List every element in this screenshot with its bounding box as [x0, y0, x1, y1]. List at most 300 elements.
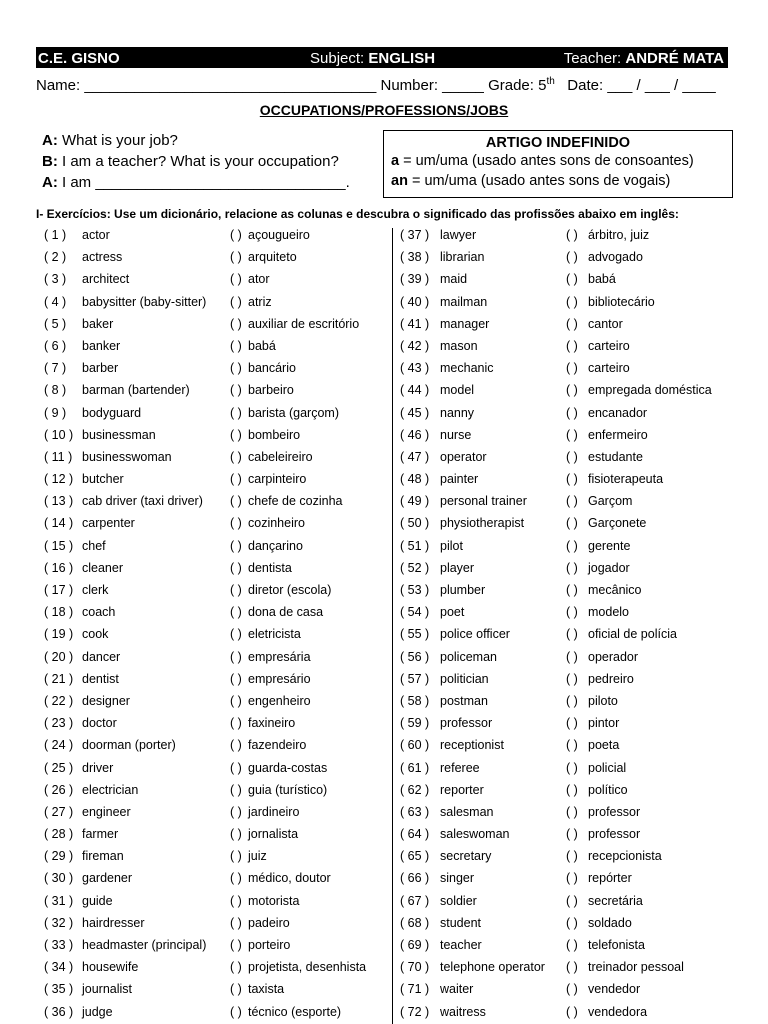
- list-item: [44, 757, 384, 779]
- dialog-box: [42, 130, 350, 193]
- item-number: ( 19 ): [44, 627, 74, 642]
- answer-blank[interactable]: ( ): [566, 605, 578, 620]
- item-meaning: cozinheiro: [248, 516, 305, 531]
- answer-blank[interactable]: ( ): [230, 361, 242, 376]
- list-item: [400, 224, 740, 246]
- item-number: ( 37 ): [400, 228, 430, 242]
- list-item: [44, 579, 384, 601]
- item-number: ( 40 ): [400, 294, 430, 309]
- list-item: [400, 956, 740, 978]
- item-word: cab driver (taxi driver): [82, 494, 203, 509]
- item-number: ( 70 ): [400, 960, 430, 975]
- item-word: actor: [82, 228, 110, 242]
- school-name: C.E. GISNO: [38, 50, 120, 67]
- item-meaning: bancário: [248, 361, 296, 376]
- item-meaning: pedreiro: [588, 671, 634, 686]
- item-meaning: jornalista: [248, 827, 299, 842]
- list-item: [44, 845, 384, 867]
- item-word: lawyer: [440, 228, 477, 242]
- item-word: gardener: [82, 871, 133, 886]
- item-number: ( 25 ): [44, 760, 74, 775]
- item-meaning: projetista, desenhista: [248, 960, 367, 975]
- number-field: Number: _____: [380, 77, 489, 94]
- item-meaning: padeiro: [248, 915, 290, 930]
- item-word: referee: [440, 760, 480, 775]
- list-item: [44, 823, 384, 845]
- answer-blank[interactable]: ( ): [566, 804, 578, 819]
- item-word: journalist: [82, 982, 133, 997]
- item-number: ( 59 ): [400, 716, 430, 731]
- page-title: OCCUPATIONS/PROFESSIONS/JOBS: [259, 102, 509, 118]
- header-bar: [36, 48, 728, 68]
- item-word: bodyguard: [82, 405, 142, 420]
- item-meaning: porteiro: [248, 938, 291, 952]
- answer-blank[interactable]: ( ): [566, 316, 578, 331]
- list-item: [44, 1001, 384, 1023]
- list-item: [44, 779, 384, 801]
- item-meaning: faxineiro: [248, 716, 296, 731]
- item-meaning: Garçonete: [588, 516, 647, 531]
- list-item: [44, 912, 384, 934]
- item-word: fireman: [82, 849, 124, 864]
- answer-blank[interactable]: ( ): [566, 338, 578, 353]
- list-item: [400, 512, 740, 534]
- item-word: nanny: [440, 405, 475, 420]
- teacher-value: ANDRÉ MATA: [625, 50, 724, 67]
- item-word: chef: [82, 538, 106, 553]
- answer-blank[interactable]: ( ): [566, 294, 578, 309]
- list-item: [44, 246, 384, 268]
- answer-blank[interactable]: ( ): [230, 627, 242, 642]
- list-item: [400, 867, 740, 889]
- item-number: ( 26 ): [44, 782, 74, 797]
- item-number: ( 4 ): [44, 294, 67, 309]
- item-number: ( 29 ): [44, 849, 74, 864]
- item-meaning: médico, doutor: [248, 871, 331, 886]
- item-number: ( 65 ): [400, 849, 430, 864]
- list-item: [44, 490, 384, 512]
- dialog-line-b: [42, 151, 350, 172]
- item-meaning: barista (garçom): [248, 405, 339, 420]
- item-meaning: motorista: [248, 893, 300, 908]
- list-item: [400, 934, 740, 956]
- answer-blank[interactable]: ( ): [566, 649, 578, 664]
- dialog-a2-label: A:: [42, 174, 58, 191]
- answer-blank[interactable]: ( ): [566, 716, 578, 731]
- answer-blank[interactable]: ( ): [566, 494, 578, 509]
- list-item: [400, 268, 740, 290]
- item-word: coach: [82, 605, 116, 620]
- item-number: ( 46 ): [400, 427, 430, 442]
- item-meaning: atriz: [248, 294, 272, 309]
- answer-blank[interactable]: ( ): [230, 760, 242, 775]
- item-meaning: advogado: [588, 250, 643, 265]
- item-meaning: cabeleireiro: [248, 449, 313, 464]
- list-item: [400, 313, 740, 335]
- answer-blank[interactable]: ( ): [566, 915, 578, 930]
- item-number: ( 72 ): [400, 1004, 430, 1019]
- item-word: nurse: [440, 427, 472, 442]
- answer-blank[interactable]: ( ): [230, 494, 242, 509]
- item-number: ( 20 ): [44, 649, 74, 664]
- list-item: [400, 379, 740, 401]
- answer-blank[interactable]: ( ): [230, 960, 242, 975]
- item-number: ( 44 ): [400, 383, 430, 398]
- answer-blank[interactable]: ( ): [230, 915, 242, 930]
- item-number: ( 57 ): [400, 671, 430, 686]
- item-number: ( 34 ): [44, 960, 74, 975]
- dialog-a2-text: I am ______________________________.: [57, 174, 350, 191]
- list-item: [44, 402, 384, 424]
- list-item: [400, 535, 740, 557]
- item-word: receptionist: [440, 738, 504, 753]
- item-meaning: carteiro: [588, 361, 630, 376]
- list-item: [44, 424, 384, 446]
- list-item: [400, 490, 740, 512]
- item-meaning: vendedora: [588, 1004, 648, 1019]
- answer-blank[interactable]: ( ): [566, 538, 578, 553]
- answer-blank[interactable]: ( ): [230, 893, 242, 908]
- item-word: cook: [82, 627, 109, 642]
- item-meaning: bombeiro: [248, 427, 301, 442]
- item-number: ( 23 ): [44, 716, 74, 731]
- answer-blank[interactable]: ( ): [566, 849, 578, 864]
- item-meaning: empresária: [248, 649, 311, 664]
- dialog-b-label: B:: [42, 153, 58, 170]
- list-item: [44, 668, 384, 690]
- item-meaning: repórter: [588, 871, 632, 886]
- item-word: doorman (porter): [82, 738, 176, 753]
- item-word: model: [440, 383, 475, 398]
- item-meaning: carteiro: [588, 338, 630, 353]
- item-meaning: barbeiro: [248, 383, 294, 398]
- item-word: librarian: [440, 250, 485, 265]
- answer-blank[interactable]: ( ): [230, 250, 242, 265]
- item-number: ( 68 ): [400, 915, 430, 930]
- answer-blank[interactable]: ( ): [566, 671, 578, 686]
- item-number: ( 63 ): [400, 804, 430, 819]
- answer-blank[interactable]: ( ): [566, 449, 578, 464]
- item-number: ( 33 ): [44, 938, 74, 952]
- list-item: [400, 623, 740, 645]
- item-word: doctor: [82, 716, 117, 731]
- item-meaning: político: [588, 782, 628, 797]
- item-word: policeman: [440, 649, 497, 664]
- item-number: ( 66 ): [400, 871, 430, 886]
- item-meaning: oficial de polícia: [588, 627, 677, 642]
- item-word: mechanic: [440, 361, 494, 376]
- item-meaning: empregada doméstica: [588, 383, 712, 398]
- answer-blank[interactable]: ( ): [230, 693, 242, 708]
- item-word: actress: [82, 250, 123, 265]
- answer-blank[interactable]: ( ): [230, 1004, 242, 1019]
- item-meaning: taxista: [248, 982, 285, 997]
- item-meaning: dona de casa: [248, 605, 324, 620]
- item-meaning: jogador: [588, 560, 630, 575]
- item-number: ( 53 ): [400, 583, 430, 597]
- item-word: housewife: [82, 960, 139, 975]
- answer-blank[interactable]: ( ): [566, 583, 578, 597]
- answer-blank[interactable]: ( ): [230, 804, 242, 819]
- instructions: I- Exercícios: Use um dicionário, relacione as colunas e descubra o significado das profissões abaixo em inglês:: [36, 207, 679, 221]
- item-number: ( 28 ): [44, 827, 74, 842]
- subject-value: ENGLISH: [368, 50, 436, 67]
- item-number: ( 67 ): [400, 893, 430, 908]
- answer-blank[interactable]: ( ): [566, 827, 578, 842]
- answer-blank[interactable]: ( ): [566, 960, 578, 975]
- item-meaning: fisioterapeuta: [588, 472, 664, 487]
- item-number: ( 9 ): [44, 405, 67, 420]
- item-number: ( 47 ): [400, 449, 430, 464]
- answer-blank[interactable]: ( ): [566, 250, 578, 265]
- list-item: [400, 357, 740, 379]
- list-item: [400, 335, 740, 357]
- item-meaning: jardineiro: [248, 804, 300, 819]
- item-meaning: enfermeiro: [588, 427, 648, 442]
- answer-blank[interactable]: ( ): [566, 405, 578, 420]
- item-number: ( 51 ): [400, 538, 430, 553]
- item-meaning: pintor: [588, 716, 620, 731]
- item-word: teacher: [440, 938, 482, 952]
- item-number: ( 15 ): [44, 538, 74, 553]
- teacher: [564, 49, 724, 68]
- item-word: judge: [82, 1004, 113, 1019]
- item-meaning: babá: [248, 338, 276, 353]
- list-item: [44, 291, 384, 313]
- item-meaning: dançarino: [248, 538, 303, 553]
- item-number: ( 31 ): [44, 893, 74, 908]
- answer-blank[interactable]: ( ): [230, 316, 242, 331]
- answer-blank[interactable]: ( ): [230, 405, 242, 420]
- item-word: reporter: [440, 782, 484, 797]
- item-meaning: árbitro, juiz: [588, 228, 650, 242]
- answer-blank[interactable]: ( ): [230, 982, 242, 997]
- answer-blank[interactable]: ( ): [566, 627, 578, 642]
- answer-blank[interactable]: ( ): [566, 427, 578, 442]
- item-meaning: gerente: [588, 538, 631, 553]
- answer-blank[interactable]: ( ): [230, 449, 242, 464]
- item-number: ( 45 ): [400, 405, 430, 420]
- item-number: ( 1 ): [44, 228, 67, 242]
- answer-blank[interactable]: ( ): [566, 361, 578, 376]
- item-word: banker: [82, 338, 121, 353]
- answer-blank[interactable]: ( ): [566, 228, 578, 242]
- item-word: soldier: [440, 893, 477, 908]
- answer-blank[interactable]: ( ): [230, 782, 242, 797]
- item-word: electrician: [82, 782, 139, 797]
- item-number: ( 27 ): [44, 804, 74, 819]
- answer-blank[interactable]: ( ): [230, 560, 242, 575]
- item-number: ( 11 ): [44, 449, 73, 464]
- list-item: [44, 379, 384, 401]
- item-word: mailman: [440, 294, 488, 309]
- answer-blank[interactable]: ( ): [230, 538, 242, 553]
- item-word: baker: [82, 316, 114, 331]
- artigo-an-text: = um/uma (usado antes sons de vogais): [407, 173, 671, 189]
- list-item: [400, 801, 740, 823]
- answer-blank[interactable]: ( ): [230, 228, 242, 242]
- answer-blank[interactable]: ( ): [566, 516, 578, 531]
- answer-blank[interactable]: ( ): [230, 849, 242, 864]
- item-meaning: juiz: [248, 849, 267, 864]
- answer-blank[interactable]: ( ): [566, 738, 578, 753]
- date-field: Date: ___ / ___ / ____: [554, 77, 716, 94]
- dialog-line-a1: [42, 130, 350, 151]
- item-word: manager: [440, 316, 490, 331]
- item-word: player: [440, 560, 475, 575]
- item-meaning: técnico (esporte): [248, 1004, 342, 1019]
- item-meaning: soldado: [588, 915, 632, 930]
- item-number: ( 32 ): [44, 915, 74, 930]
- answer-blank[interactable]: ( ): [230, 472, 242, 487]
- list-item: [44, 268, 384, 290]
- item-meaning: Garçom: [588, 494, 633, 509]
- answer-blank[interactable]: ( ): [230, 605, 242, 620]
- item-word: dancer: [82, 649, 121, 664]
- list-item: [400, 757, 740, 779]
- answer-blank[interactable]: ( ): [230, 338, 242, 353]
- list-item: [400, 712, 740, 734]
- answer-blank[interactable]: ( ): [566, 383, 578, 398]
- list-item: [44, 512, 384, 534]
- item-number: ( 8 ): [44, 383, 67, 398]
- dialog-a1-label: A:: [42, 132, 58, 149]
- answer-blank[interactable]: ( ): [566, 272, 578, 287]
- item-word: operator: [440, 449, 487, 464]
- answer-blank[interactable]: ( ): [566, 871, 578, 886]
- list-item: [400, 734, 740, 756]
- answer-blank[interactable]: ( ): [566, 782, 578, 797]
- subject: [310, 49, 435, 68]
- item-word: salesman: [440, 804, 494, 819]
- item-number: ( 13 ): [44, 494, 74, 509]
- item-number: ( 24 ): [44, 738, 74, 753]
- answer-blank[interactable]: ( ): [230, 871, 242, 886]
- item-word: telephone operator: [440, 960, 545, 975]
- answer-blank[interactable]: ( ): [230, 272, 242, 287]
- list-item: [44, 934, 384, 956]
- answer-blank[interactable]: ( ): [566, 938, 578, 952]
- subject-label: Subject:: [310, 50, 369, 67]
- column-divider: [392, 228, 393, 1024]
- answer-blank[interactable]: ( ): [230, 583, 242, 597]
- teacher-label: Teacher:: [563, 50, 626, 67]
- answer-blank[interactable]: ( ): [566, 982, 578, 997]
- item-number: ( 55 ): [400, 627, 430, 642]
- item-word: waitress: [440, 1004, 486, 1019]
- item-number: ( 22 ): [44, 693, 74, 708]
- answer-blank[interactable]: ( ): [566, 1004, 578, 1019]
- item-meaning: professor: [588, 804, 641, 819]
- item-meaning: engenheiro: [248, 693, 311, 708]
- dialog-b-text: I am a teacher? What is your occupation?: [57, 153, 339, 170]
- item-word: dentist: [82, 671, 119, 686]
- answer-blank[interactable]: ( ): [230, 649, 242, 664]
- list-item: [44, 313, 384, 335]
- item-meaning: treinador pessoal: [588, 960, 684, 975]
- item-meaning: eletricista: [248, 627, 301, 642]
- list-item: [400, 424, 740, 446]
- item-word: barman (bartender): [82, 383, 190, 398]
- answer-blank[interactable]: ( ): [230, 827, 242, 842]
- item-word: painter: [440, 472, 479, 487]
- item-word: waiter: [440, 982, 474, 997]
- list-item: [44, 690, 384, 712]
- name-field: Name: ___________________________________: [36, 77, 381, 94]
- answer-blank[interactable]: ( ): [230, 516, 242, 531]
- item-word: cleaner: [82, 560, 123, 575]
- item-meaning: diretor (escola): [248, 583, 332, 597]
- item-number: ( 48 ): [400, 472, 430, 487]
- answer-blank[interactable]: ( ): [230, 671, 242, 686]
- item-word: engineer: [82, 804, 131, 819]
- list-item: [44, 468, 384, 490]
- item-meaning: policial: [588, 760, 627, 775]
- item-word: maid: [440, 272, 468, 287]
- item-meaning: guarda-costas: [248, 760, 328, 775]
- artigo-a-bold: a: [391, 153, 400, 169]
- item-word: police officer: [440, 627, 510, 642]
- item-word: architect: [82, 272, 130, 287]
- item-meaning: operador: [588, 649, 639, 664]
- answer-blank[interactable]: ( ): [230, 716, 242, 731]
- item-word: guide: [82, 893, 113, 908]
- answer-blank[interactable]: ( ): [566, 560, 578, 575]
- item-meaning: telefonista: [588, 938, 645, 952]
- item-word: hairdresser: [82, 915, 145, 930]
- answer-blank[interactable]: ( ): [230, 427, 242, 442]
- list-item: [44, 224, 384, 246]
- answer-blank[interactable]: ( ): [566, 893, 578, 908]
- item-number: ( 58 ): [400, 693, 430, 708]
- answer-blank[interactable]: ( ): [230, 938, 242, 952]
- item-number: ( 41 ): [400, 316, 430, 331]
- item-word: designer: [82, 693, 130, 708]
- item-word: secretary: [440, 849, 492, 864]
- item-meaning: auxiliar de escritório: [248, 316, 360, 331]
- answer-blank[interactable]: ( ): [566, 472, 578, 487]
- answer-blank[interactable]: ( ): [566, 760, 578, 775]
- dialog-a1-text: What is your job?: [57, 132, 178, 149]
- item-meaning: arquiteto: [248, 250, 297, 265]
- item-word: poet: [440, 605, 465, 620]
- item-meaning: guia (turístico): [248, 782, 328, 797]
- item-word: pilot: [440, 538, 463, 553]
- item-word: butcher: [82, 472, 124, 487]
- answer-blank[interactable]: ( ): [230, 738, 242, 753]
- list-item: [44, 357, 384, 379]
- item-meaning: piloto: [588, 693, 618, 708]
- item-number: ( 54 ): [400, 605, 430, 620]
- list-item: [44, 623, 384, 645]
- answer-blank[interactable]: ( ): [230, 294, 242, 309]
- item-word: singer: [440, 871, 475, 886]
- answer-blank[interactable]: ( ): [230, 383, 242, 398]
- item-number: ( 50 ): [400, 516, 430, 531]
- artigo-a-text: = um/uma (usado antes sons de consoantes): [399, 153, 694, 169]
- artigo-title: ARTIGO INDEFINIDO: [485, 135, 631, 151]
- item-number: ( 43 ): [400, 361, 430, 376]
- item-meaning: empresário: [248, 671, 311, 686]
- item-meaning: fazendeiro: [248, 738, 307, 753]
- item-word: clerk: [82, 583, 109, 597]
- list-item: [400, 557, 740, 579]
- item-word: businessman: [82, 427, 156, 442]
- item-number: ( 5 ): [44, 316, 67, 331]
- item-meaning: cantor: [588, 316, 623, 331]
- item-number: ( 64 ): [400, 827, 430, 842]
- answer-blank[interactable]: ( ): [566, 693, 578, 708]
